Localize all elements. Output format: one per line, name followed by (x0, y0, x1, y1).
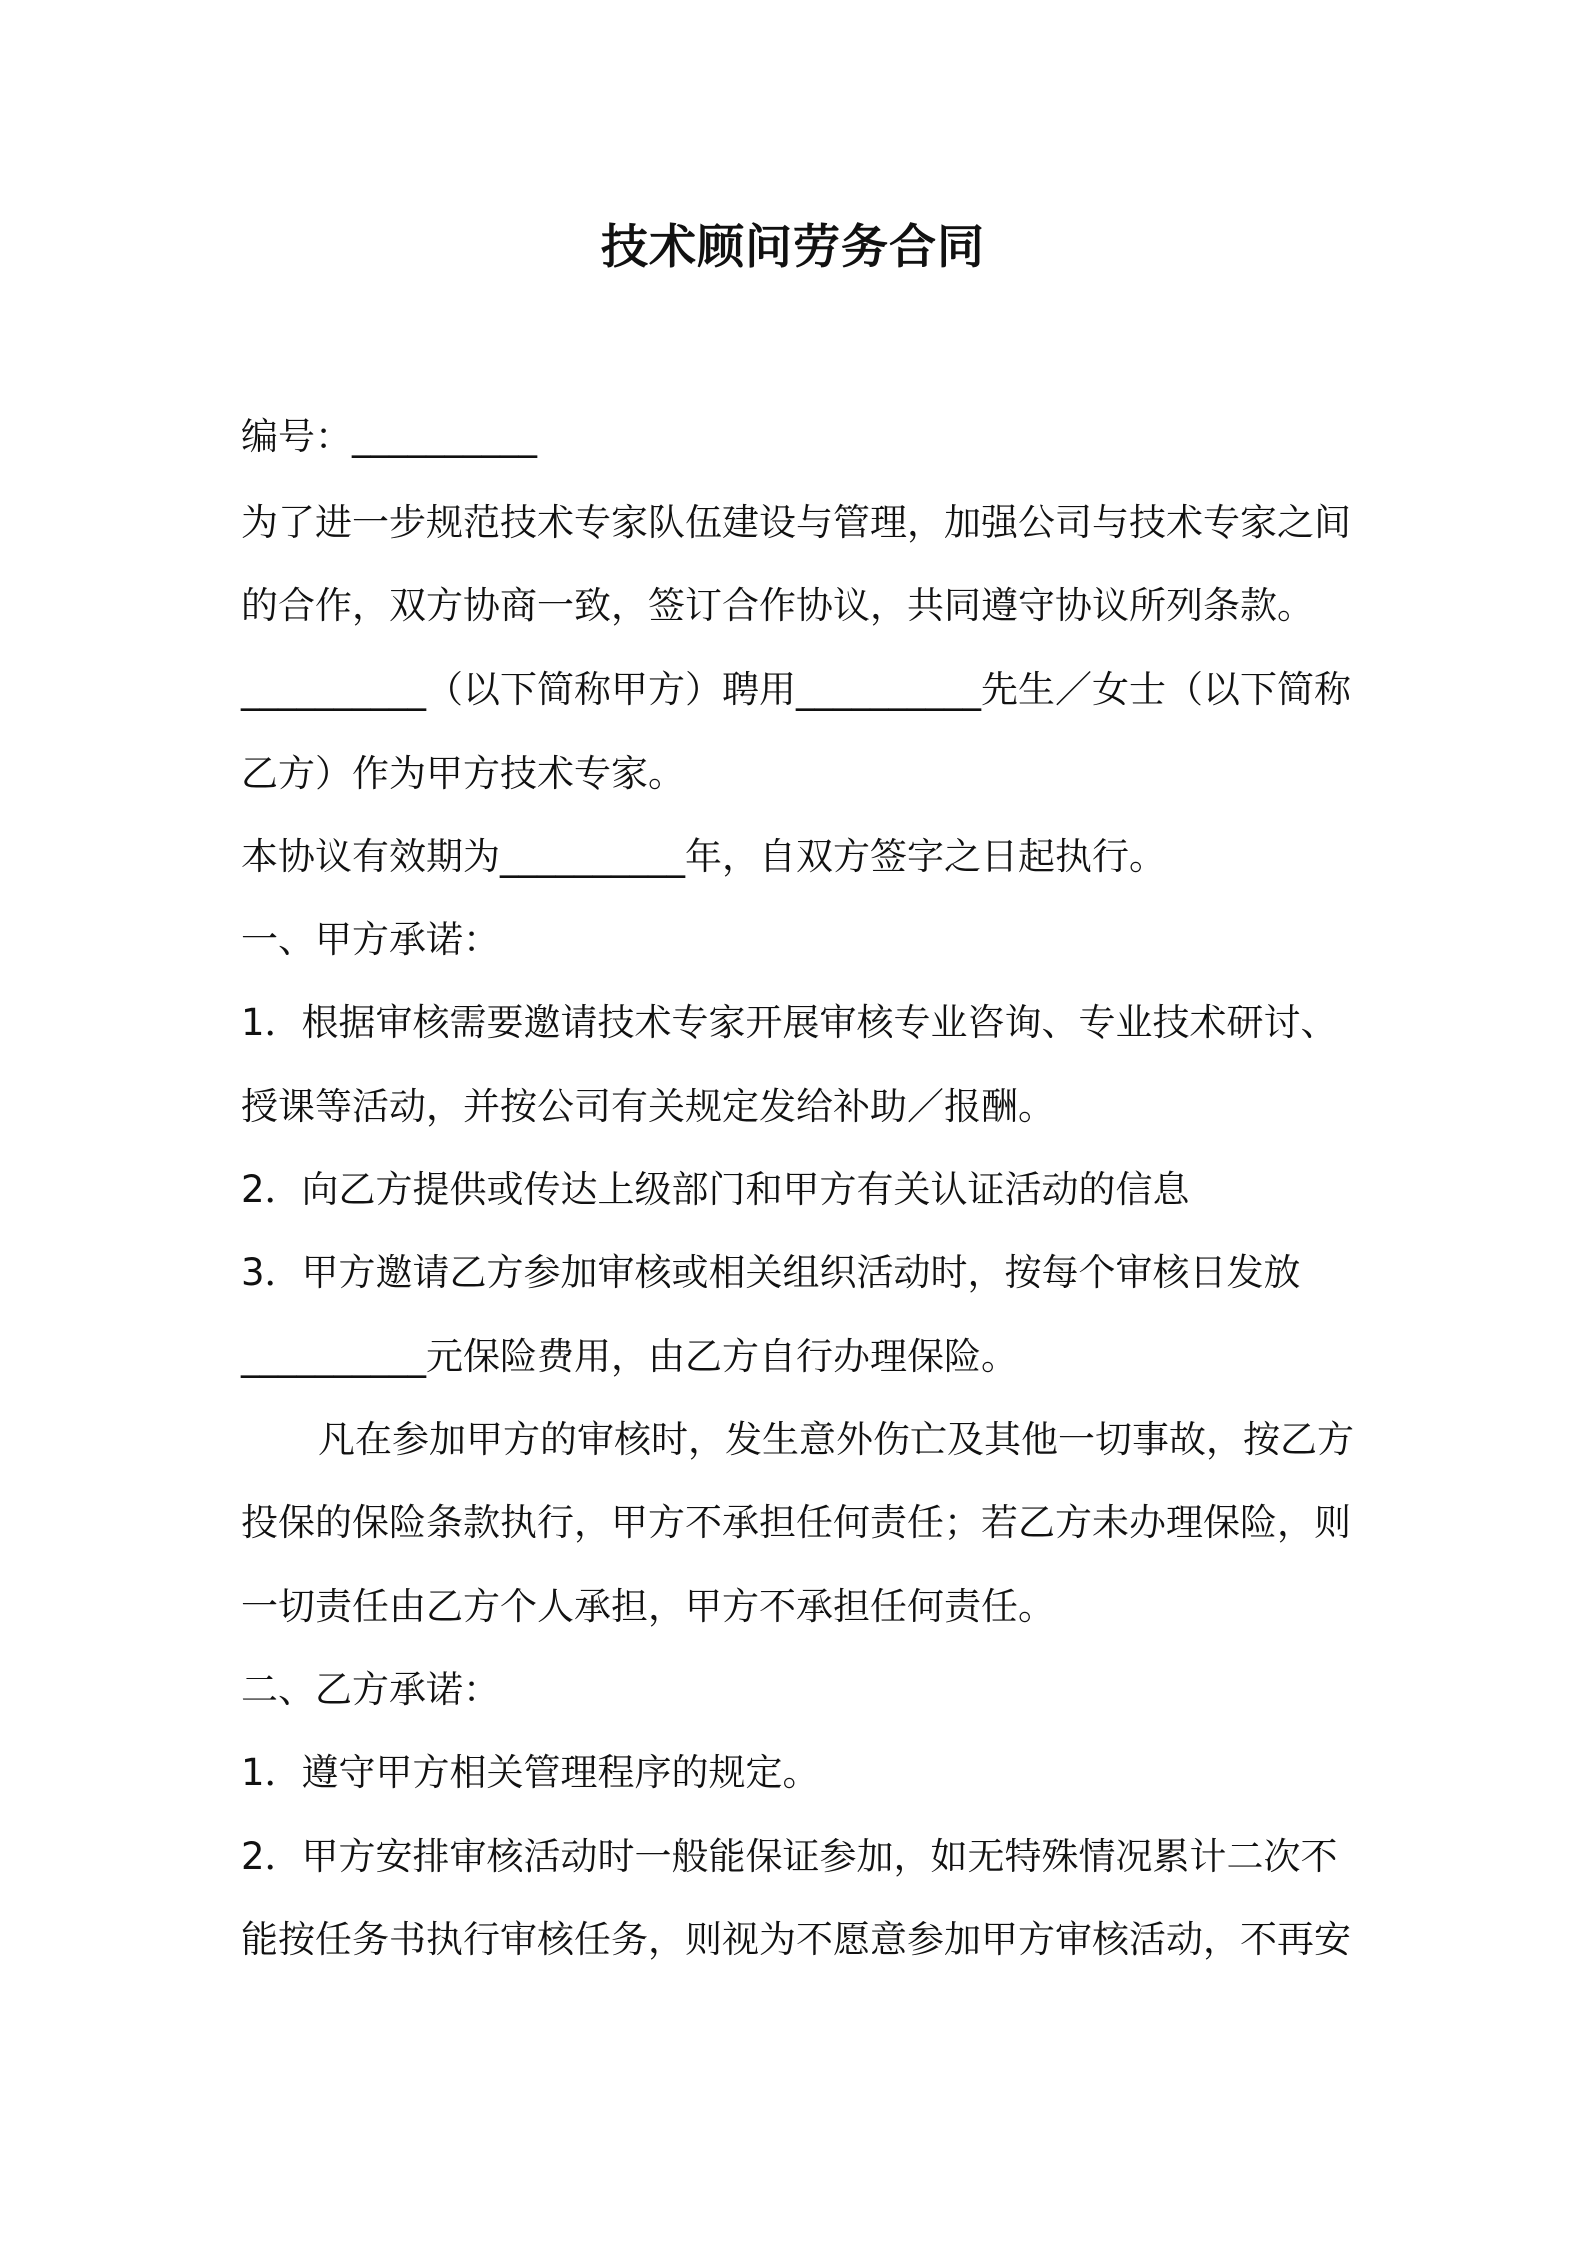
section-2-item-2-line-2: 能按任务书执行审核任务，则视为不愿意参加甲方审核活动，不再安 (241, 1918, 1351, 1961)
section-1-item-3-line-2: __________元保险费用，由乙方自行办理保险。 (241, 1335, 1018, 1378)
contract-number-line: 编号：__________ (241, 415, 537, 458)
section-1-item-3-line-1: 3．甲方邀请乙方参加审核或相关组织活动时，按每个审核日发放 (241, 1251, 1301, 1294)
section-1-heading: 一、甲方承诺： (241, 918, 500, 961)
section-2-item-1: 1．遵守甲方相关管理程序的规定。 (241, 1751, 820, 1794)
preamble-line-2: 的合作，双方协商一致，签订合作协议，共同遵守协议所列条款。 (241, 584, 1314, 627)
liability-line-3: 一切责任由乙方个人承担，甲方不承担任何责任。 (241, 1585, 1055, 1628)
section-1-item-1-line-2: 授课等活动，并按公司有关规定发给补助／报酬。 (241, 1085, 1055, 1128)
section-2-heading: 二、乙方承诺： (241, 1668, 500, 1711)
parties-line-2: 乙方）作为甲方技术专家。 (241, 752, 685, 795)
preamble-line-1: 为了进一步规范技术专家队伍建设与管理，加强公司与技术专家之间 (241, 501, 1351, 544)
section-2-item-2-line-1: 2．甲方安排审核活动时一般能保证参加，如无特殊情况累计二次不 (241, 1835, 1338, 1878)
validity-line: 本协议有效期为__________年，自双方签字之日起执行。 (241, 835, 1166, 878)
liability-line-1: 凡在参加甲方的审核时，发生意外伤亡及其他一切事故，按乙方 (318, 1418, 1354, 1461)
parties-line-1: __________（以下简称甲方）聘用__________先生／女士（以下简称 (241, 668, 1351, 711)
section-1-item-1-line-1: 1．根据审核需要邀请技术专家开展审核专业咨询、专业技术研讨、 (241, 1001, 1338, 1044)
document-title: 技术顾问劳务合同 (601, 220, 985, 275)
liability-line-2: 投保的保险条款执行，甲方不承担任何责任；若乙方未办理保险，则 (241, 1501, 1351, 1544)
section-1-item-2: 2．向乙方提供或传达上级部门和甲方有关认证活动的信息 (241, 1168, 1190, 1211)
